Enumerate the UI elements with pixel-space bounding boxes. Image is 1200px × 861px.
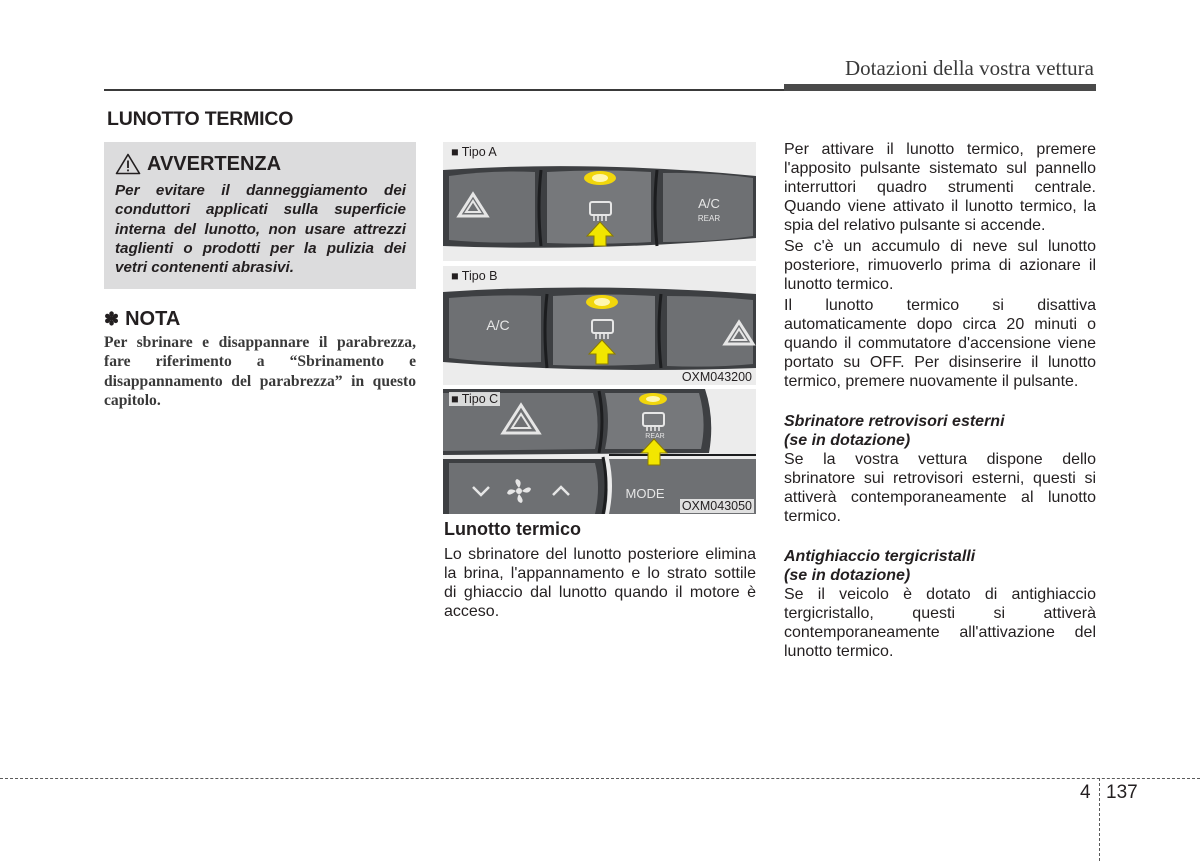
warning-heading xyxy=(115,152,406,176)
nota-text: Per sbrinare e disappannare il parabrezza, fare riferimento a “Sbrinamento e disappannamento del parabrezza” in questo capitolo. xyxy=(104,334,416,410)
footer-vertical-divider xyxy=(1099,778,1100,861)
warning-title: AVVERTENZA xyxy=(147,152,282,175)
mode-button-label xyxy=(617,483,673,503)
figure-tipo-b-label: ■ Tipo B xyxy=(451,269,498,283)
paragraph-mirror-defroster: Se la vostra vettura dispone dello sbrinatore sui retrovisori esterni, questi si attiverà contemporaneamente al lunotto termico. xyxy=(784,451,1096,525)
warning-text: Per evitare il danneggiamento dei conduttori applicati sulla superficie interna del lunotto, non usare attrezzi taglienti o prodotti per la pulizia dei vetri contenenti abrasivi. xyxy=(115,182,406,277)
nota-title: NOTA xyxy=(125,308,181,330)
warning-box xyxy=(104,142,416,289)
figure-tipo-c xyxy=(443,389,756,514)
ac-button-label xyxy=(473,314,523,336)
svg-text:REAR: REAR xyxy=(645,433,665,440)
footer-divider xyxy=(0,778,1200,779)
header-rule xyxy=(104,89,784,91)
section-title: LUNOTTO TERMICO xyxy=(107,108,294,130)
svg-text:MODE: MODE xyxy=(625,486,665,501)
paragraph-activation: Per attivare il lunotto termico, premere l'apposito pulsante sistemato sul pannello interruttori quadro strumenti centrale. Quando viene attivato il lunotto termico, la spia del relativo pulsante si accende. xyxy=(784,141,1096,234)
figure-tipo-b xyxy=(443,266,756,385)
rear-label-c xyxy=(643,429,667,441)
paragraph-auto-off: Il lunotto termico si disattiva automaticamente dopo circa 20 minuti o quando il commutatore d'accensione viene portato su OFF. Per disinserire il lunotto termico, premere nuovamente il pulsante. xyxy=(784,297,1096,390)
figure-tipo-a xyxy=(443,142,756,261)
subheading-mirror-defroster: Sbrinatore retrovisori esterni (se in dotazione) xyxy=(784,413,1005,449)
ac-rear-button-label xyxy=(679,192,739,226)
figure-code-b: OXM043200 xyxy=(681,370,752,384)
caption-title: Lunotto termico xyxy=(444,519,581,539)
page-number: 137 xyxy=(1106,782,1138,803)
warning-triangle-icon xyxy=(115,153,141,175)
subheading-wiper-deicer: Antighiaccio tergicristalli (se in dotazione) xyxy=(784,548,976,584)
paragraph-wiper-deicer: Se il veicolo è dotato di antighiaccio tergicristallo, questi si attiverà contemporaneamente all'attivazione del lunotto termico. xyxy=(784,586,1096,660)
paragraph-snow: Se c'è un accumulo di neve sul lunotto posteriore, rimuoverlo prima di azionare il lunotto termico. xyxy=(784,238,1096,293)
svg-text:A/C: A/C xyxy=(698,196,720,211)
right-column xyxy=(784,140,1096,661)
figure-code-c: OXM043050 xyxy=(681,499,752,513)
figure-tipo-c-label: ■ Tipo C xyxy=(451,392,499,406)
svg-text:A/C: A/C xyxy=(486,317,510,333)
running-header-title: Dotazioni della vostra vettura xyxy=(845,56,1094,80)
chapter-number: 4 xyxy=(1080,782,1091,803)
figure-tipo-a-label: ■ Tipo A xyxy=(451,145,497,159)
caption-text: Lo sbrinatore del lunotto posteriore elimina la brina, l'appannamento e lo strato sottile di ghiaccio dal lunotto quando il motore è acceso. xyxy=(444,546,756,620)
header-rule-accent xyxy=(784,84,1096,91)
figure-tipo-c-illustration xyxy=(443,389,756,514)
svg-text:REAR: REAR xyxy=(697,214,721,223)
nota-heading xyxy=(104,308,180,331)
nota-star-icon: ✽ xyxy=(104,309,120,329)
